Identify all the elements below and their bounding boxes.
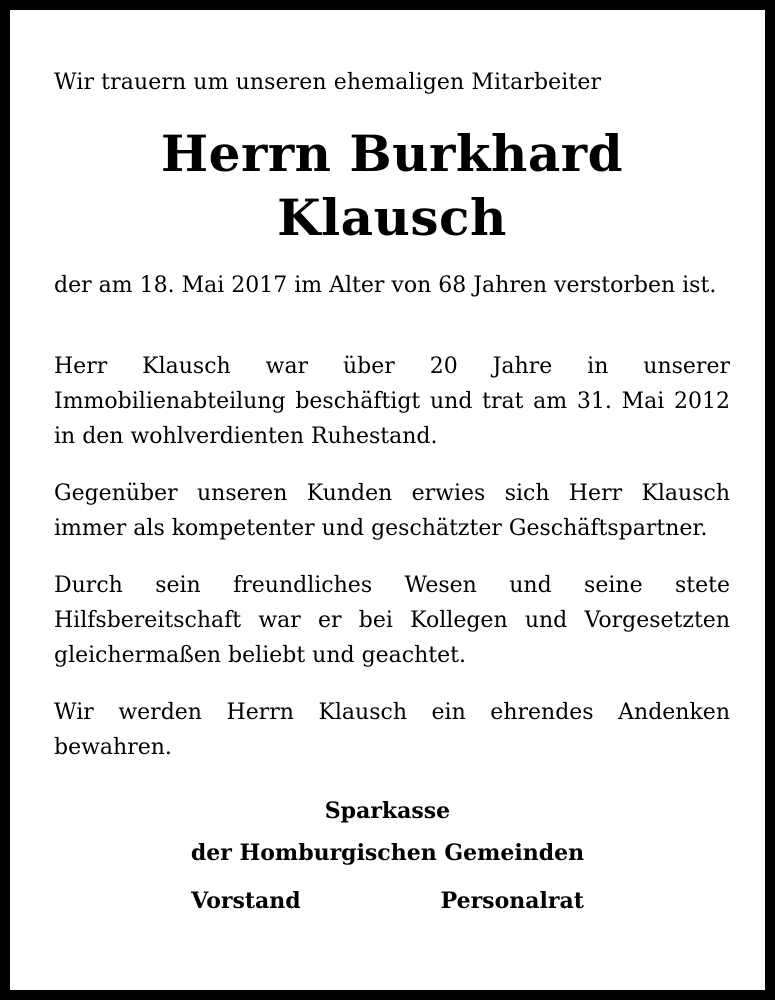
notice-body	[54, 66, 730, 765]
signature-org-name: Sparkasse	[324, 798, 451, 824]
paragraph-death-date: der am 18. Mai 2017 im Alter von 68 Jahren verstorben ist.	[54, 273, 717, 298]
signature-signatories	[10, 880, 765, 922]
signature-org-subtitle: der Homburgischen Gemeinden	[190, 840, 585, 866]
paragraph-character: Durch sein freundliches Wesen und seine stete Hilfsbereitschaft war er bei Kollegen und Vorgesetzten gleichermaßen beliebt und geachtet.	[54, 573, 730, 668]
deceased-name: Herrn Burkhard Klausch	[160, 124, 624, 247]
signature-staff-council: Personalrat	[440, 888, 584, 914]
signature-board: Vorstand	[191, 888, 301, 914]
signature-block	[10, 790, 765, 922]
paragraph-employment: Herr Klausch war über 20 Jahre in unserer Immobilienabteilung beschäftigt und trat am 31. Mai 2012 in den wohlverdienten Ruhestand.	[54, 354, 730, 449]
paragraph-customers: Gegenüber unseren Kunden erwies sich Herr Klausch immer als kompetenter und geschätzter Geschäftspartner.	[54, 481, 730, 541]
paragraph-remembrance: Wir werden Herrn Klausch ein ehrendes Andenken bewahren.	[54, 700, 730, 760]
intro-line: Wir trauern um unseren ehemaligen Mitarbeiter	[54, 70, 602, 95]
